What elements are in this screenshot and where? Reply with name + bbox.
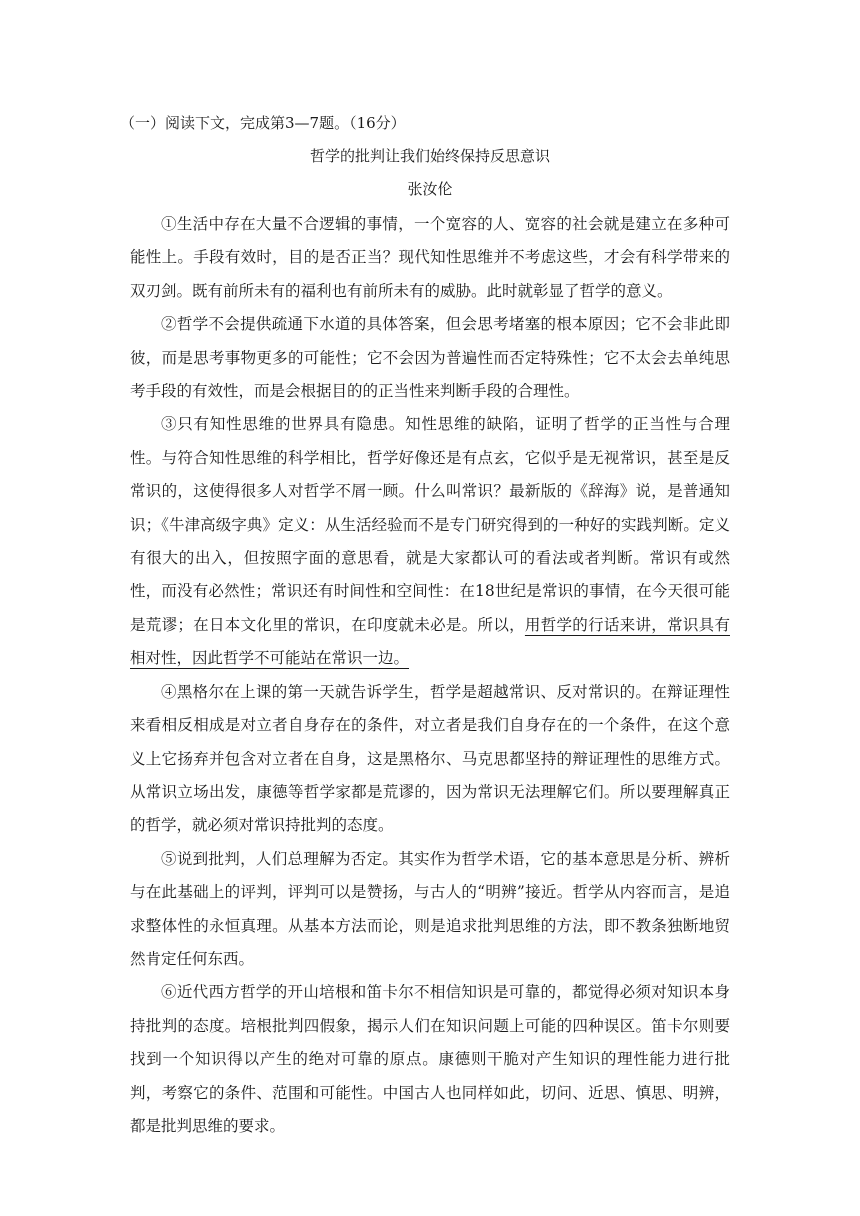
paragraph-4 (130, 676, 730, 843)
paragraph-3 (130, 408, 730, 675)
paragraph-5 (130, 843, 730, 977)
paragraph-3-text: ③只有知性思维的世界具有隐患。知性思维的缺陷，证明了哲学的正当性与合理性。与符合知性思维的科学相比，哲学好像还是有点玄，它似乎是无视常识，甚至是反常识的，这使得很多人对哲学不屑一顾。什么叫常识？最新版的《辞海》说，是普通知识；《牛津高级字典》定义：从生活经验而不是专门研究得到的一种好的实践判断。定义有很大的出入，但按照字面的意思看，就是大家都认可的看法或者判断。常识有或然性，而没有必然性；常识还有时间性和空间性：在18世纪是常识的事情，在今天很可能是荒谬；在日本文化里的常识，在印度就未必是。所以， (130, 415, 730, 634)
paragraph-1-text: ①生活中存在大量不合逻辑的事情，一个宽容的人、宽容的社会就是建立在多种可能性上。手段有效时，目的是否正当？现代知性思维并不考虑这些，才会有科学带来的双刃剑。既有前所未有的福利也有前所未有的威胁。此时就彰显了哲学的意义。 (130, 215, 730, 300)
paragraph-2-text: ②哲学不会提供疏通下水道的具体答案，但会思考堵塞的根本原因；它不会非此即彼，而是思考事物更多的可能性；它不会因为普遍性而否定特殊性；它不太会去单纯思考手段的有效性，而是会根据目的的正当性来判断手段的合理性。 (130, 315, 730, 401)
paragraph-6-text: ⑥近代西方哲学的开山培根和笛卡尔不相信知识是可靠的，都觉得必须对知识本身持批判的态度。培根批判四假象，揭示人们在知识问题上可能的四种误区。笛卡尔则要找到一个知识得以产生的绝对可靠的原点。康德则干脆对产生知识的理性能力进行批判，考察它的条件、范围和可能性。中国古人也同样如此，切问、近思、慎思、明辨，都是批判思维的要求。 (130, 983, 730, 1135)
paragraph-1 (130, 208, 730, 308)
paragraph-5-text: ⑤说到批判，人们总理解为否定。其实作为哲学术语，它的基本意思是分析、辨析与在此基础上的评判，评判可以是赞扬，与古人的“明辨”接近。哲学从内容而言，是追求整体性的永恒真理。从基本方法而论，则是追求批判思维的方法，即不教条独断地贸然肯定任何东西。 (130, 849, 730, 968)
underlined-sentence: 用哲学的行话来讲，常识具有相对性，因此哲学不可能站在常识一边。 (130, 615, 730, 668)
article-author: 张汝伦 (407, 180, 453, 198)
article-title: 哲学的批判让我们始终保持反思意识 (309, 147, 550, 165)
paragraph-4-text: ④黑格尔在上课的第一天就告诉学生，哲学是超越常识、反对常识的。在辩证理性来看相反相成是对立者自身存在的条件，对立者是我们自身存在的一个条件，在这个意义上它扬弃并包含对立者在自身，这是黑格尔、马克思都坚持的辩证理性的思维方式。从常识立场出发，康德等哲学家都是荒谬的，因为常识无法理解它们。所以要理解真正的哲学，就必须对常识持批判的态度。 (130, 682, 730, 835)
paragraph-2 (130, 308, 730, 408)
section-header: （一）阅读下文，完成第3—7题。（16分） (120, 114, 406, 132)
article-body (130, 208, 730, 1143)
paragraph-6 (130, 976, 730, 1143)
